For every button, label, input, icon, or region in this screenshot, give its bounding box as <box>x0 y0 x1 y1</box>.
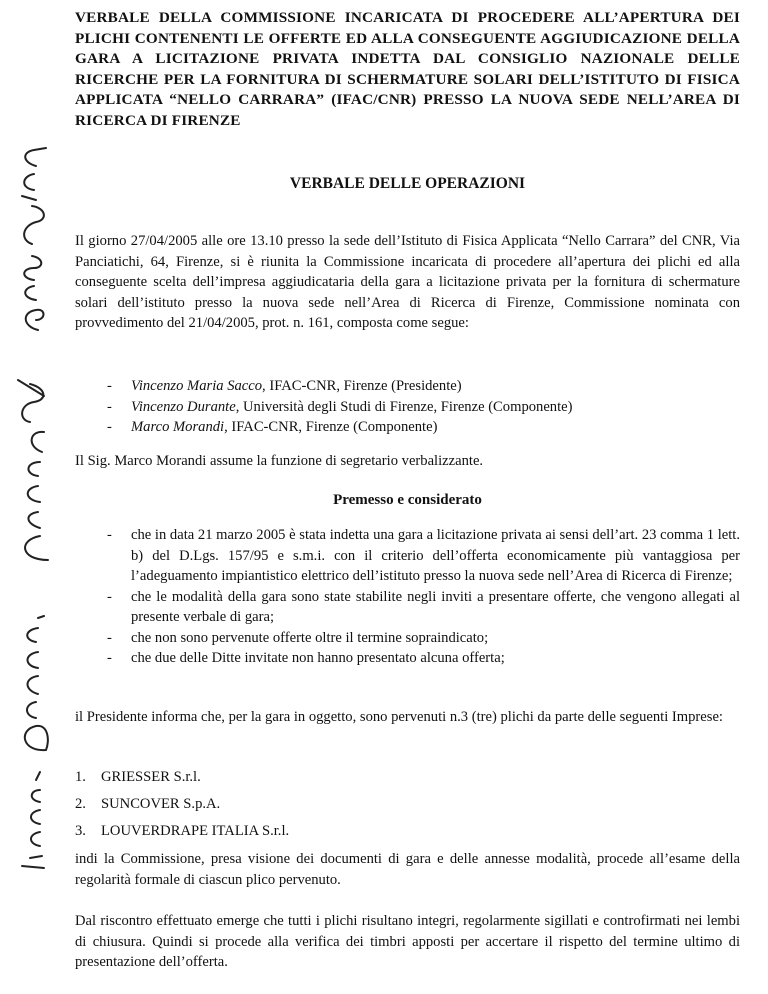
premesso-item: - che in data 21 marzo 2005 è stata indetta una gara a licitazione privata ai sensi dell’art. 23 comma 1 lett. b) del D.Lgs. 157/95 e s.m.i. con il criterio dell’offerta economicamente più vantaggiosa per l’adeguamento impiantistico elettrico dell’istituto presso la nuova sede nell’Area di Ricerca di Firenze; <box>75 525 740 587</box>
member-item <box>75 376 740 397</box>
signature-morandi <box>22 148 46 330</box>
member-affiliation: , IFAC-CNR, Firenze (Componente) <box>224 419 438 435</box>
premesso-heading: Premesso e considerato <box>333 492 482 508</box>
member-name: Vincenzo Durante <box>131 398 236 415</box>
commission-members-list <box>75 376 740 438</box>
margin-signatures <box>0 0 60 994</box>
member-affiliation: , Università degli Studi di Firenze, Firenze (Componente) <box>235 398 573 415</box>
document-title: VERBALE DELLA COMMISSIONE INCARICATA DI PROCEDERE ALL’APERTURA DEI PLICHI CONTENENTI LE OFFERTE ED ALLA CONSEGUENTE AGGIUDICAZIONE DELLA GARA A LICITAZIONE PRIVATA INDETTA DAL CONSIGLIO NAZIONALE DELLE RICERCHE PER LA FORNITURA DI SCHERMATURE SOLARI DELL’ISTITUTO DI FISICA APPLICATA “NELLO CARRARA” (IFAC/CNR) PRESSO LA NUOVA SEDE NELL’AREA DI RICERCA DI FIRENZE <box>75 9 740 129</box>
company-name: SUNCOVER S.p.A. <box>101 796 221 812</box>
member-item <box>75 397 740 418</box>
company-item <box>75 767 740 787</box>
signature-sacco <box>18 380 48 560</box>
commission-paragraph: indi la Commissione, presa visione dei documenti di gara e delle annesse modalità, procede all’esame della regolarità formale di ciascun plico pervenuto. <box>75 851 740 888</box>
member-name: Vincenzo Maria Sacco <box>131 378 263 394</box>
premesso-list <box>75 525 740 669</box>
check-paragraph: Dal riscontro effettuato emerge che tutti i plichi risultano integri, regolarmente sigillati e controfirmati nei lembi di chiusura. Quindi si procede alla verifica dei timbri apposti per accertare il rispetto del termine ultimo di presentazione dell’offerta. <box>75 913 740 970</box>
president-paragraph: il Presidente informa che, per la gara in oggetto, sono pervenuti n.3 (tre) plichi da parte delle seguenti Imprese: <box>75 709 723 725</box>
premesso-item: - che non sono pervenute offerte oltre il termine sopraindicato; <box>75 628 740 649</box>
secretary-paragraph: Il Sig. Marco Morandi assume la funzione di segretario verbalizzante. <box>75 453 484 469</box>
signature-durante <box>25 616 48 750</box>
section-heading: VERBALE DELLE OPERAZIONI <box>289 175 526 192</box>
member-item <box>75 417 740 438</box>
company-number: 1. <box>75 769 86 785</box>
company-name: GRIESSER S.r.l. <box>101 769 201 785</box>
premesso-item: - che due delle Ditte invitate non hanno presentato alcuna offerta; <box>75 648 740 669</box>
company-name: LOUVERDRAPE ITALIA S.r.l. <box>101 823 290 839</box>
document-page <box>75 8 740 970</box>
companies-list <box>75 767 740 848</box>
company-number: 3. <box>75 823 86 839</box>
company-item <box>75 821 740 841</box>
signature-vincenzo <box>22 772 44 868</box>
member-affiliation: , IFAC-CNR, Firenze (Presidente) <box>262 378 462 394</box>
company-number: 2. <box>75 796 86 812</box>
member-name: Marco Morandi <box>131 419 225 435</box>
premesso-item: - che le modalità della gara sono state stabilite negli inviti a presentare offerte, che vengono allegati al presente verbale di gara; <box>75 587 740 628</box>
intro-paragraph: Il giorno 27/04/2005 alle ore 13.10 presso la sede dell’Istituto di Fisica Applicata “Nello Carrara” del CNR, Via Panciatichi, 64, Firenze, si è riunita la Commissione incaricata di procedere all’apertura dei plichi ed alla conseguente scelta dell’impresa aggiudicataria della gara a licitazione privata per la fornitura di schermature solari dell’istituto presso la nuova sede nell’Area di Ricerca di Firenze, Commissione nominata con provvedimento del 21/04/2005, prot. n. 161, composta come segue: <box>75 233 740 331</box>
company-item <box>75 794 740 814</box>
